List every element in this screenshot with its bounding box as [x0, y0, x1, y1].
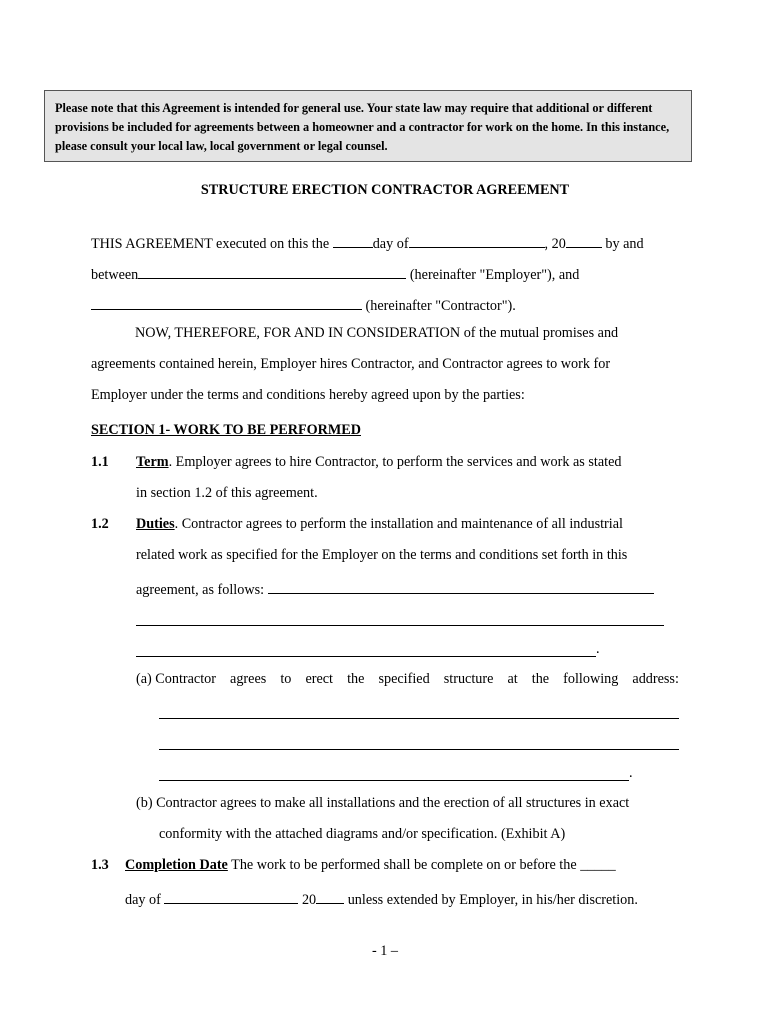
duties-period: . [596, 641, 600, 657]
address-blank-2[interactable] [159, 749, 679, 750]
clause-a-word: to [280, 671, 292, 687]
completion-month-blank[interactable] [164, 888, 298, 904]
term-label: Term [136, 454, 169, 470]
section-1-2-number: 1.2 [91, 516, 109, 532]
year-blank[interactable] [566, 232, 602, 248]
section-1-1-line-1 [136, 454, 621, 471]
section-1-3-line-1 [125, 857, 616, 874]
section-1-heading: SECTION 1- WORK TO BE PERFORMED [91, 422, 361, 438]
by-and-text: by and [601, 236, 644, 252]
day-blank[interactable] [333, 232, 373, 248]
duties-blank-1[interactable] [268, 578, 654, 594]
month-blank[interactable] [409, 232, 545, 248]
clause-a-word: following [563, 671, 619, 687]
year-prefix-text: , 20 [544, 236, 566, 252]
intro-line-2 [91, 263, 579, 284]
consideration-line-2: agreements contained herein, Employer hires Contractor, and Contractor agrees to work for [91, 356, 611, 372]
clause-a-word: at [507, 671, 518, 687]
contractor-name-blank[interactable] [91, 294, 362, 310]
duties-label: Duties [136, 516, 175, 532]
contractor-suffix-text: (hereinafter "Contractor"). [362, 298, 516, 314]
duties-blank-2[interactable] [136, 625, 664, 626]
completion-date-label: Completion Date [125, 857, 228, 873]
day-of-text: day of [372, 236, 409, 252]
completion-year-text: 20 [298, 892, 317, 908]
address-blank-1[interactable] [159, 718, 679, 719]
completion-year-blank[interactable] [316, 888, 344, 904]
section-1-1-number: 1.1 [91, 454, 109, 470]
completion-day-of-text: day of [125, 892, 165, 908]
clause-a-word: the [531, 671, 550, 687]
between-text: between [91, 267, 139, 283]
disclaimer-notice: Please note that this Agreement is intended for general use. Your state law may require that additional or different provisions be included for agreements between a homeowner and a contractor for work on the home. In this instance, please consult your local law, local government or legal counsel. [44, 90, 692, 162]
clause-a-line [136, 671, 679, 688]
consideration-line-1: NOW, THEREFORE, FOR AND IN CONSIDERATION of the mutual promises and [135, 325, 619, 341]
section-1-1-line-2: in section 1.2 of this agreement. [136, 485, 318, 501]
executed-text: THIS AGREEMENT executed on this the [91, 236, 333, 252]
employer-name-blank[interactable] [138, 263, 406, 279]
address-blank-3[interactable] [159, 780, 629, 781]
clause-a-word: agrees [230, 671, 267, 687]
completion-tail-text: unless extended by Employer, in his/her discretion. [344, 892, 638, 908]
duties-blank-3[interactable] [136, 656, 596, 657]
clause-a-word: erect [305, 671, 333, 687]
clause-a-word: structure [443, 671, 494, 687]
as-follows-text: agreement, as follows: [136, 582, 268, 598]
section-1-2-line-2: related work as specified for the Employer on the terms and conditions set forth in this [136, 547, 628, 563]
duties-text: . Contractor agrees to perform the installation and maintenance of all industrial [174, 516, 623, 532]
intro-line-3 [91, 294, 516, 315]
document-title: STRUCTURE ERECTION CONTRACTOR AGREEMENT [200, 182, 570, 198]
clause-a-word: (a) Contractor [136, 671, 216, 687]
clause-b-line-2: conformity with the attached diagrams and/or specification. (Exhibit A) [159, 826, 566, 842]
completion-date-text: The work to be performed shall be complete on or before the _____ [227, 857, 616, 873]
page-number: - 1 – [371, 943, 398, 959]
section-1-3-number: 1.3 [91, 857, 109, 873]
term-text: . Employer agrees to hire Contractor, to perform the services and work as stated [168, 454, 622, 470]
clause-a-word: address: [632, 671, 679, 687]
clause-b-line-1: (b) Contractor agrees to make all installations and the erection of all structures in exact [136, 795, 630, 811]
clause-a-word: specified [378, 671, 430, 687]
section-1-2-line-3 [136, 578, 654, 599]
section-1-2-line-1 [136, 516, 623, 533]
section-1-3-line-2 [125, 888, 638, 909]
consideration-line-3: Employer under the terms and conditions hereby agreed upon by the parties: [91, 387, 525, 403]
employer-suffix-text: (hereinafter "Employer"), and [406, 267, 580, 283]
clause-a-word: the [347, 671, 365, 687]
intro-line-1 [91, 232, 644, 253]
address-period: . [629, 765, 633, 781]
